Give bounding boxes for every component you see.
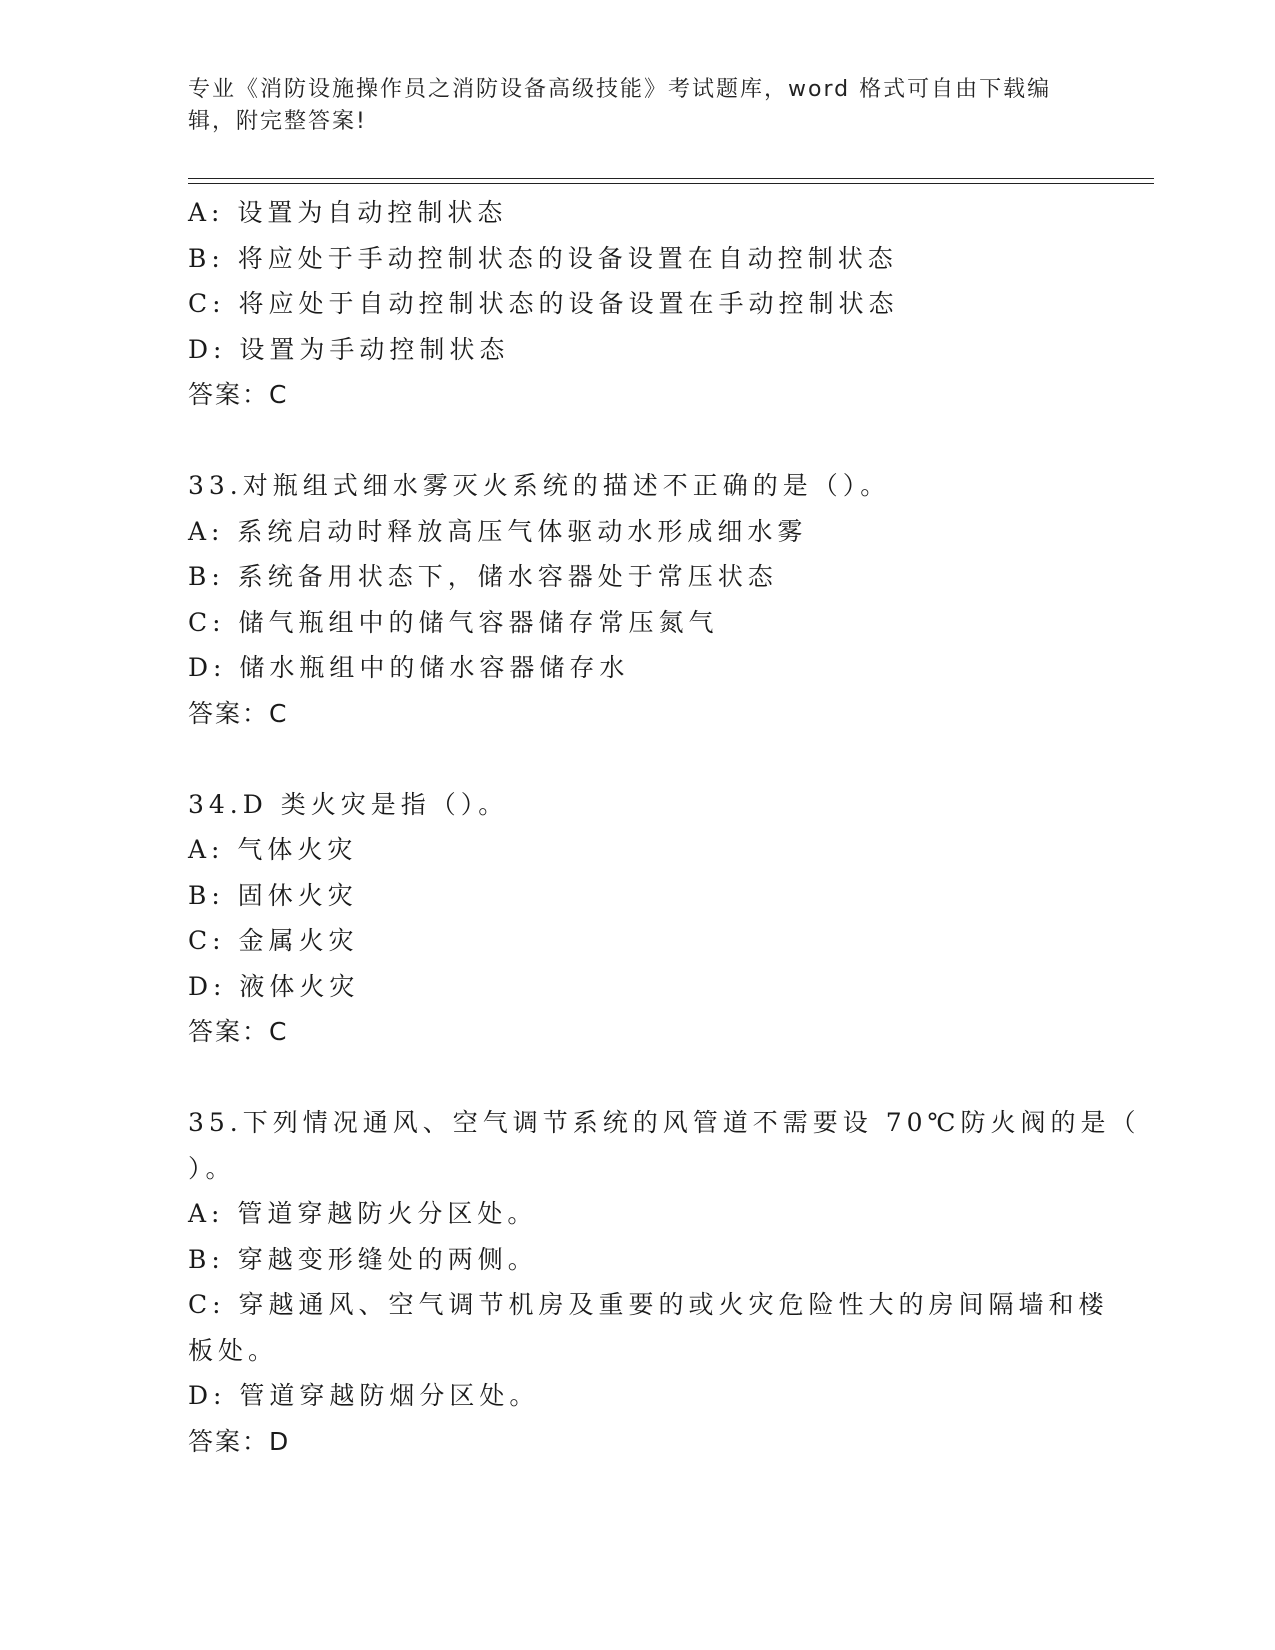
option-b: B: 系统备用状态下，储水容器处于常压状态: [188, 562, 778, 591]
header-divider-top: [188, 178, 1154, 179]
question-35: [188, 1100, 1141, 1464]
option-d: D: 液体火灾: [188, 971, 360, 1001]
question-33: [188, 463, 1088, 736]
question-text-line-2: ）。: [188, 1153, 236, 1183]
header-line-1: 专业《消防设施操作员之消防设备高级技能》考试题库，word 格式可自由下载编: [188, 77, 1052, 102]
option-a: A: 管道穿越防火分区处。: [188, 1199, 538, 1228]
option-c-line-2: 板处。: [188, 1335, 279, 1365]
spacer: [188, 736, 1088, 782]
question-text: 33.对瓶组式细水雾灭火系统的描述不正确的是（）。: [188, 471, 891, 500]
option-c: C: 将应处于自动控制状态的设备设置在手动控制状态: [188, 289, 899, 318]
option-d: D: 储水瓶组中的储水容器储存水: [188, 653, 630, 682]
question-32: [188, 190, 1088, 418]
option-b: B: 将应处于手动控制状态的设备设置在自动控制状态: [188, 243, 898, 273]
option-d: D: 管道穿越防烟分区处。: [188, 1381, 540, 1410]
answer: 答案：D: [188, 1426, 291, 1456]
question-text-line-1: 35.下列情况通风、空气调节系统的风管道不需要设 70℃防火阀的是（: [188, 1108, 1141, 1137]
spacer: [188, 418, 1088, 464]
header-line-2: 辑，附完整答案!: [188, 109, 367, 134]
option-d: D: 设置为手动控制状态: [188, 334, 510, 364]
document-header: [188, 74, 1088, 138]
option-b: B: 穿越变形缝处的两侧。: [188, 1244, 538, 1274]
option-b: B: 固休火灾: [188, 880, 358, 910]
option-c: C: 金属火灾: [188, 926, 359, 955]
option-a: A: 系统启动时释放高压气体驱动水形成细水雾: [188, 516, 808, 546]
question-text: 34.D 类火灾是指（）。: [188, 789, 509, 819]
option-c-line-1: C: 穿越通风、空气调节机房及重要的或火灾危险性大的房间隔墙和楼: [188, 1290, 1109, 1319]
option-c: C: 储气瓶组中的储气容器储存常压氮气: [188, 607, 719, 637]
question-list: [188, 190, 1141, 1464]
answer: 答案：C: [188, 1017, 289, 1046]
answer: 答案：C: [188, 698, 289, 728]
spacer: [188, 1055, 1088, 1101]
answer: 答案：C: [188, 380, 289, 409]
option-a: A: 设置为自动控制状态: [188, 198, 508, 227]
option-a: A: 气体火灾: [188, 835, 358, 864]
question-34: [188, 782, 1088, 1055]
header-divider-bottom: [188, 183, 1154, 184]
